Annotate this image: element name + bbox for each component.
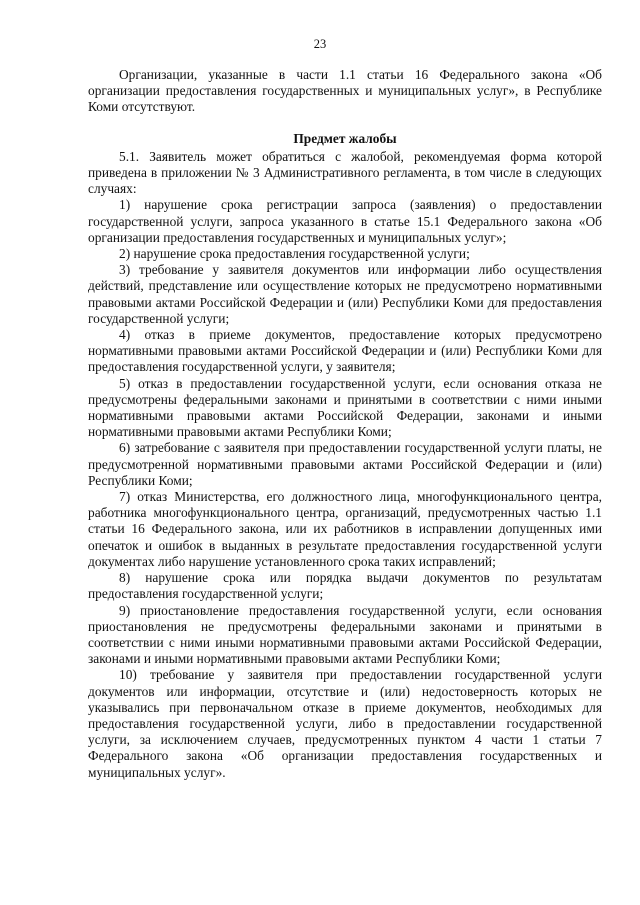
page-number: 23 xyxy=(313,37,327,51)
section-title: Предмет жалобы xyxy=(293,130,397,146)
list-item-4: 4) отказ в приеме документов, предоставление которых предусмотрено нормативными правовыми актами Российской Федерации и (или) Республики Коми для предоставления государственной услуги, у заявителя; xyxy=(88,327,602,375)
list-item-2: 2) нарушение срока предоставления государственной услуги; xyxy=(119,246,470,262)
page-content xyxy=(88,67,602,781)
list-item-1: 1) нарушение срока регистрации запроса (заявления) о предоставлении государственной услуги, запроса указанного в статье 15.1 Федерального закона «Об организации предоставления государственных и муниципальных услуг»; xyxy=(88,197,602,245)
paragraph-5-1: 5.1. Заявитель может обратиться с жалобой, рекомендуемая форма которой приведена в приложении № 3 Административного регламента, в том числе в следующих случаях: xyxy=(88,148,602,197)
list-item-5: 5) отказ в предоставлении государственной услуги, если основания отказа не предусмотрены федеральными законами и принятыми в соответствии с ними иными нормативными правовыми актами Российской Федерации, законами и иными нормативными правовыми актами Республики Коми; xyxy=(88,375,602,440)
list-item-8: 8) нарушение срока или порядка выдачи документов по результатам предоставления государственной услуги; xyxy=(88,570,602,602)
list-item-9: 9) приостановление предоставления государственной услуги, если основания приостановления не предусмотрены федеральными законами и принятыми в соответствии с ними иными нормативными правовыми актами Российской Федерации, законами и иными нормативными правовыми актами Республики Коми; xyxy=(88,602,602,667)
list-item-7: 7) отказ Министерства, его должностного лица, многофункционального центра, работника многофункционального центра, организаций, предусмотренных частью 1.1 статьи 16 Федерального закона, или их работников в исправлении допущенных ими опечаток и ошибок в выданных в результате предоставления государственной услуги документах либо нарушение установленного срока таких исправлений; xyxy=(88,489,602,569)
list-item-6: 6) затребование с заявителя при предоставлении государственной услуги платы, не предусмотренной нормативными правовыми актами Российской Федерации и (или) Республики Коми; xyxy=(88,440,602,488)
list-item-3: 3) требование у заявителя документов или информации либо осуществления действий, представление или осуществление которых не предусмотрено нормативными правовыми актами Российской Федерации и (или) Республики Коми для предоставления государственной услуги; xyxy=(88,262,602,326)
intro-paragraph: Организации, указанные в части 1.1 статьи 16 Федерального закона «Об организации предоставления государственных и муниципальных услуг», в Республике Коми отсутствуют. xyxy=(88,67,602,115)
list-item-10: 10) требование у заявителя при предоставлении государственной услуги документов или информации, отсутствие и (или) недостоверность которых не указывались при первоначальном отказе в приеме документов, необходимых для предоставления государственной услуги, либо в предоставлении государственной услуги, за исключением случаев, предусмотренных пунктом 4 части 1 статьи 7 Федерального закона «Об организации предоставления государственных и муниципальных услуг». xyxy=(88,667,602,780)
